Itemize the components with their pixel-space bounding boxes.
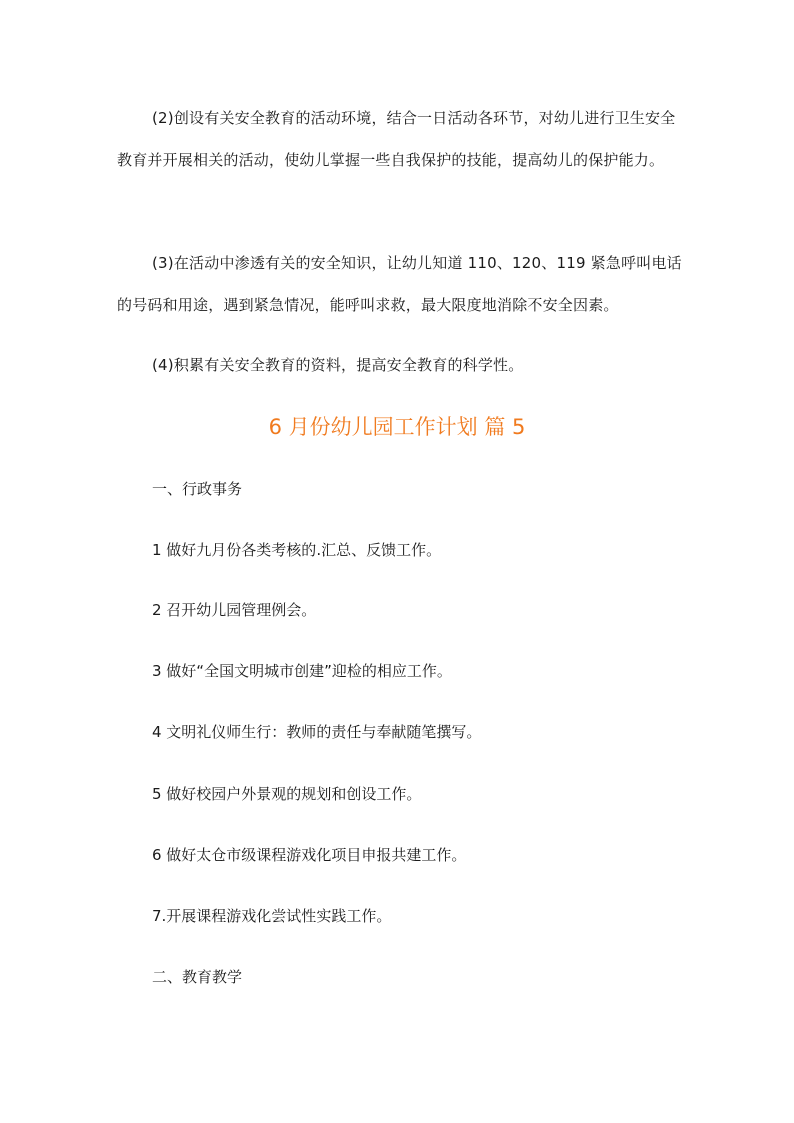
paragraph-3: [117, 242, 683, 326]
paragraph-4-text: (4)积累有关安全教育的资料，提高安全教育的科学性。: [152, 356, 524, 374]
paragraph-3-text: (3)在活动中渗透有关的安全知识，让幼儿知道 110、120、119 紧急呼叫电话的号码和用途，遇到紧急情况，能呼叫求救，最大限度地消除不安全因素。: [117, 254, 682, 314]
section-heading: 6 月份幼儿园工作计划 篇 5: [268, 415, 526, 439]
section-title-admin: 一、行政事务: [152, 480, 243, 498]
list-item: 2 召开幼儿园管理例会。: [152, 601, 317, 619]
paragraph-2: [117, 97, 683, 181]
list-item: 7.开展课程游戏化尝试性实践工作。: [152, 907, 392, 925]
list-item: 1 做好九月份各类考核的.汇总、反馈工作。: [152, 541, 442, 559]
section-title-teaching: 二、教育教学: [152, 968, 243, 986]
paragraph-4: [117, 344, 683, 386]
list-item: 3 做好“全国文明城市创建”迎检的相应工作。: [152, 662, 452, 680]
paragraph-2-text: (2)创设有关安全教育的活动环境，结合一日活动各环节，对幼儿进行卫生安全教育并开展相关的活动，使幼儿掌握一些自我保护的技能，提高幼儿的保护能力。: [117, 109, 676, 169]
list-item: 5 做好校园户外景观的规划和创设工作。: [152, 785, 422, 803]
list-item: 6 做好太仓市级课程游戏化项目申报共建工作。: [152, 846, 467, 864]
list-item: 4 文明礼仪师生行：教师的责任与奉献随笔撰写。: [152, 723, 482, 741]
